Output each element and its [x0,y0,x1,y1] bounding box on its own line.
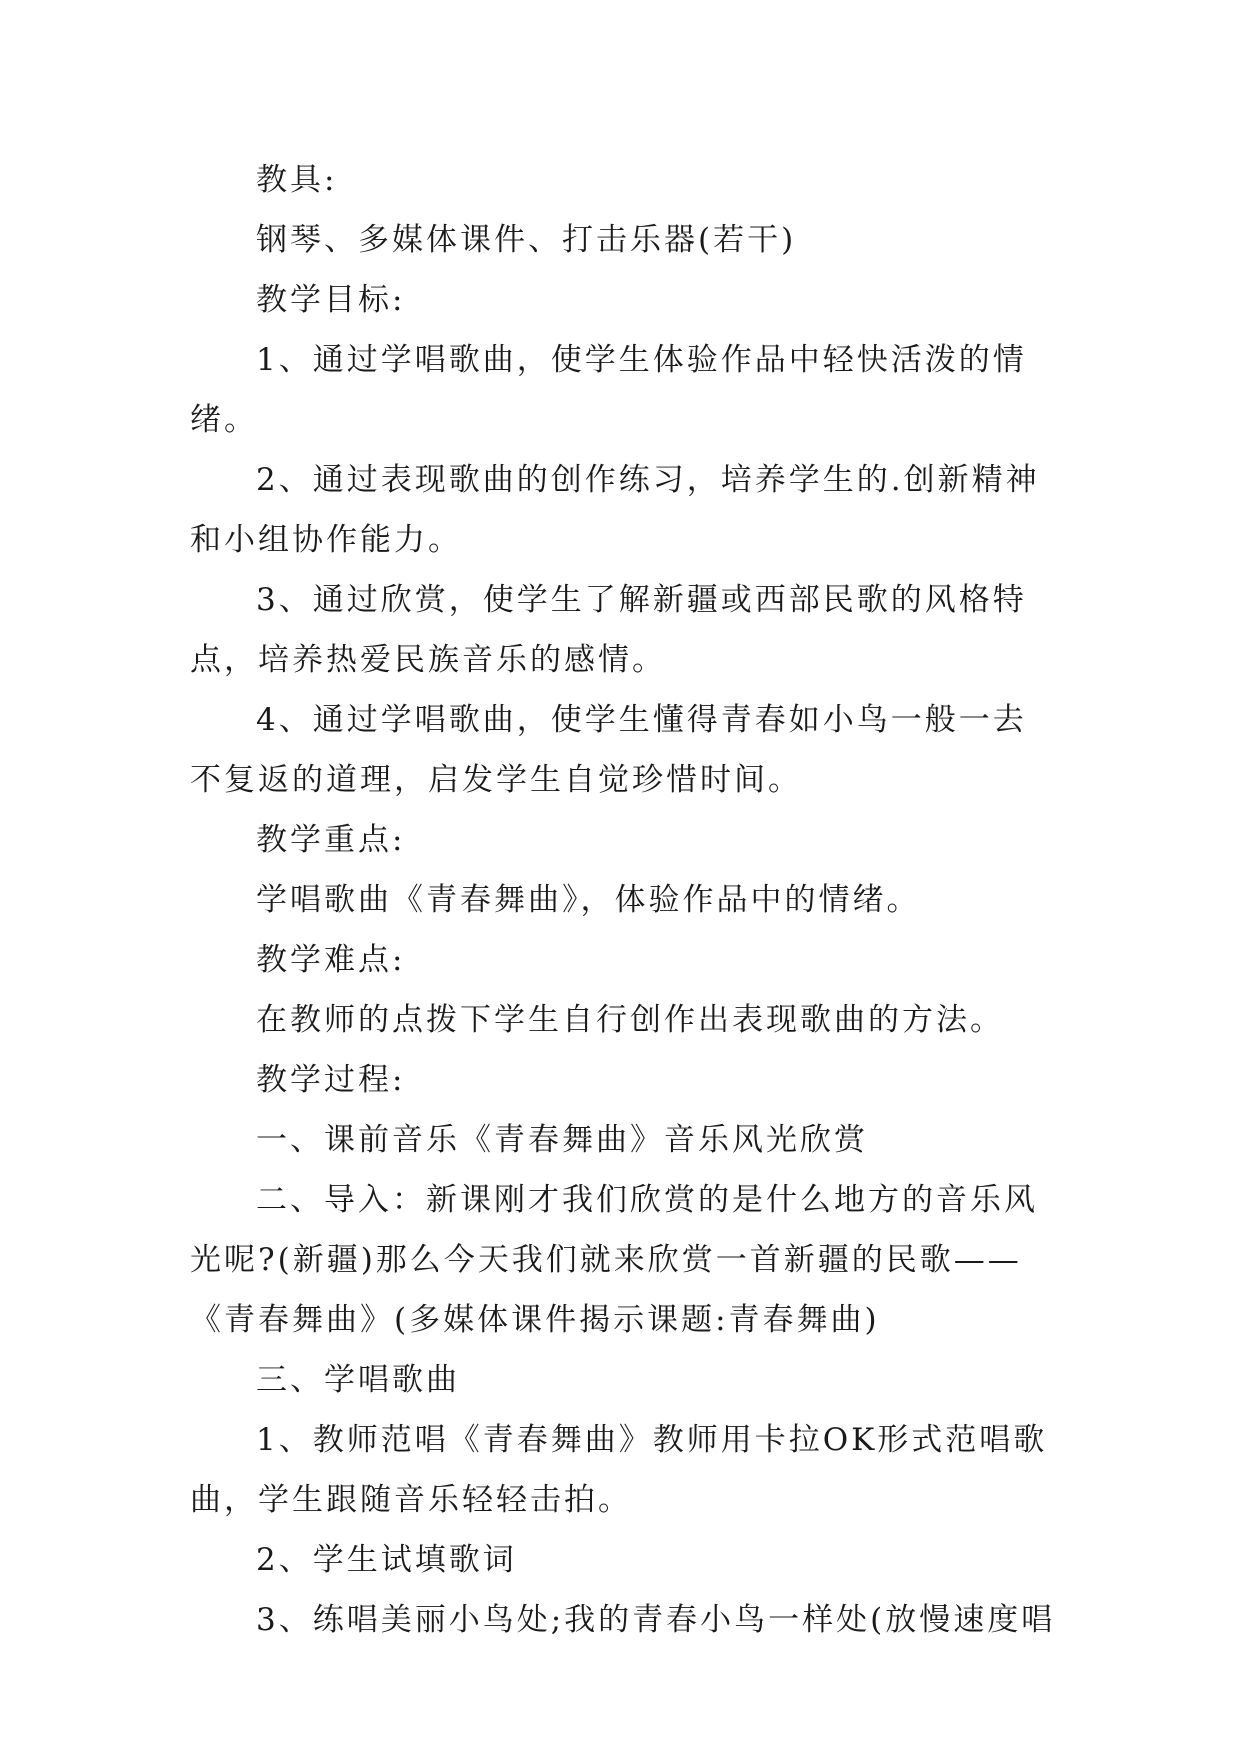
paragraph-substep-3: 3、练唱美丽小鸟处;我的青春小鸟一样处(放慢速度唱 [256,1602,1056,1638]
paragraph-step-3: 三、学唱歌曲 [256,1362,460,1398]
paragraph-objective-4: 4、通过学唱歌曲，使学生懂得青春如小鸟一般一去不复返的道理，启发学生自觉珍惜时间。 [190,702,1027,798]
paragraph-teaching-aids-heading: 教具: [256,162,338,198]
paragraph-process-heading: 教学过程: [256,1062,406,1098]
paragraph-step-1: 一、课前音乐《青春舞曲》音乐风光欣赏 [256,1122,868,1158]
paragraph-teaching-aids: 钢琴、多媒体课件、打击乐器(若干) [256,222,797,258]
paragraph-difficulties-heading: 教学难点: [256,942,406,978]
paragraph-substep-1: 1、教师范唱《青春舞曲》教师用卡拉OK形式范唱歌曲，学生跟随音乐轻轻击拍。 [190,1422,1048,1518]
paragraph-step-2: 二、导入：新课刚才我们欣赏的是什么地方的音乐风光呢?(新疆)那么今天我们就来欣赏一首新疆的民歌——《青春舞曲》(多媒体课件揭示课题:青春舞曲) [190,1182,1038,1338]
paragraph-key-points-heading: 教学重点: [256,822,406,858]
paragraph-difficulties: 在教师的点拨下学生自行创作出表现歌曲的方法。 [256,1002,1004,1038]
paragraph-key-points: 学唱歌曲《青春舞曲》，体验作品中的情绪。 [256,882,921,918]
paragraph-substep-2: 2、学生试填歌词 [256,1542,517,1578]
document-body [190,150,1060,1650]
paragraph-objective-2: 2、通过表现歌曲的创作练习，培养学生的.创新精神和小组协作能力。 [190,462,1040,558]
paragraph-objective-1: 1、通过学唱歌曲，使学生体验作品中轻快活泼的情绪。 [190,342,1027,438]
paragraph-objective-3: 3、通过欣赏，使学生了解新疆或西部民歌的风格特点，培养热爱民族音乐的感情。 [190,582,1027,678]
paragraph-objectives-heading: 教学目标: [256,282,406,318]
